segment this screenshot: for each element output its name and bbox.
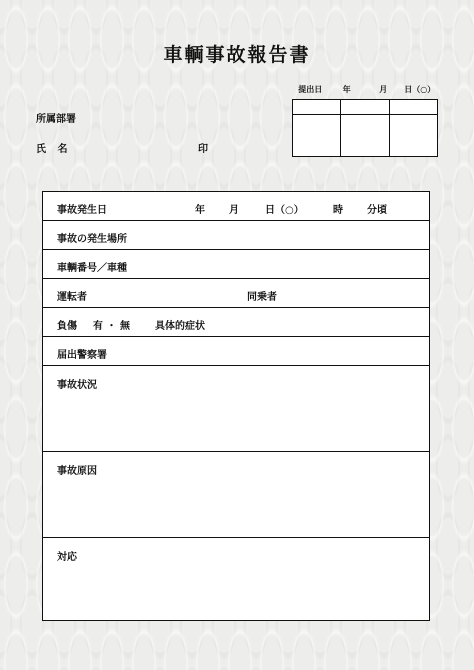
stamp-cell[interactable] (341, 100, 389, 156)
injury-row[interactable] (43, 308, 429, 337)
injury-options[interactable]: 有 ・ 無 (93, 321, 130, 332)
approval-stamp-box (292, 99, 438, 157)
page-title: 車輌事故報告書 (163, 44, 311, 66)
location-label: 事故の発生場所 (57, 234, 127, 245)
vehicle-row[interactable] (43, 250, 429, 279)
submission-date-labels (292, 84, 438, 95)
accident-date-label: 事故発生日 (57, 205, 107, 216)
police-label: 届出警察署 (57, 350, 107, 361)
stamp-cell[interactable] (390, 100, 437, 156)
name-label: 氏 名 (36, 144, 72, 155)
accident-minute-label: 分頃 (367, 205, 387, 216)
accident-hour-label: 時 (333, 205, 343, 216)
situation-label: 事故状況 (57, 380, 97, 391)
police-row[interactable] (43, 337, 429, 366)
location-row[interactable] (43, 221, 429, 250)
seal-label: 印 (198, 144, 208, 155)
accident-date-row[interactable] (43, 192, 429, 221)
accident-year-label: 年 (195, 205, 205, 216)
accident-month-label: 月 (229, 205, 239, 216)
submission-day-label: 日（○） (404, 85, 436, 94)
situation-row[interactable] (43, 366, 429, 452)
accident-day-label: 日（○） (265, 205, 304, 216)
cause-row[interactable] (43, 452, 429, 538)
driver-label: 運転者 (57, 292, 87, 303)
vehicle-label: 車輌番号／車種 (57, 263, 127, 274)
driver-row[interactable] (43, 279, 429, 308)
department-label: 所属部署 (36, 114, 76, 125)
submission-month-label: 月 (379, 85, 388, 94)
submission-date-label: 提出日 (298, 85, 323, 94)
response-row[interactable] (43, 538, 429, 619)
injury-label: 負傷 (57, 321, 77, 332)
symptoms-label: 具体的症状 (155, 321, 205, 332)
response-label: 対応 (57, 552, 77, 563)
stamp-cell[interactable] (293, 100, 341, 156)
passenger-label: 同乗者 (247, 292, 277, 303)
accident-report-table (42, 191, 430, 621)
cause-label: 事故原因 (57, 466, 97, 477)
submission-year-label: 年 (342, 85, 351, 94)
